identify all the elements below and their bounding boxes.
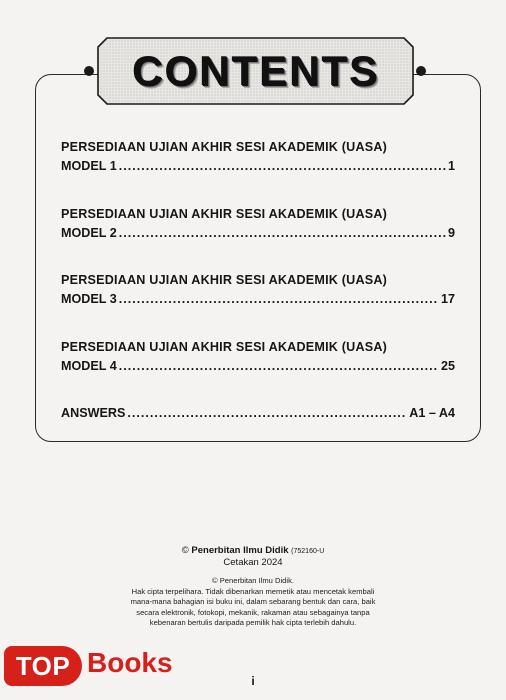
toc-entry-heading: PERSEDIAAN UJIAN AKHIR SESI AKADEMIK (UASA)	[61, 340, 388, 354]
logo-top-badge: TOP	[4, 646, 82, 686]
toc-entry-model-2[interactable]	[61, 205, 455, 243]
contents-title: CONTENTS	[132, 47, 379, 94]
toc-entry-heading: PERSEDIAAN UJIAN AKHIR SESI AKADEMIK (UASA)	[61, 207, 388, 221]
toc-entry-label: MODEL 3	[61, 292, 117, 306]
toc-entry-model-4[interactable]	[61, 338, 455, 376]
toc-entry-page: A1 – A4	[409, 406, 455, 420]
toc-entry-answers[interactable]	[61, 404, 455, 423]
contents-banner	[97, 37, 414, 105]
toc-entry-page: 1	[447, 159, 455, 173]
copyright-notice-title: © Penerbitan Ilmu Didik.	[212, 576, 294, 585]
toc-entry-label: MODEL 4	[61, 359, 117, 373]
edition-line: Cetakan 2024	[223, 557, 283, 568]
publisher-line	[0, 545, 506, 556]
copyright-symbol: ©	[181, 545, 189, 556]
dot-leader	[119, 290, 439, 309]
publisher-name: Penerbitan Ilmu Didik	[191, 545, 289, 556]
toc-entry-page: 17	[440, 292, 455, 306]
toc-entry-label: MODEL 2	[61, 226, 117, 240]
toc-entry-heading: PERSEDIAAN UJIAN AKHIR SESI AKADEMIK (UASA)	[61, 140, 388, 154]
toc-entry-model-3[interactable]	[61, 271, 455, 309]
toc-entry-page: 25	[440, 359, 455, 373]
contents-frame	[35, 74, 481, 442]
toc-entry-heading: PERSEDIAAN UJIAN AKHIR SESI AKADEMIK (UASA)	[61, 273, 388, 287]
toc-entry-label: MODEL 1	[61, 159, 117, 173]
page-number: i	[251, 674, 255, 688]
dot-leader	[119, 224, 446, 243]
copyright-notice-body: Hak cipta terpelihara. Tidak dibenarkan memetik atau mencetak kembali mana-mana bahagian isi buku ini, dalam sebarang bentuk dan cara, baik secara elektronik, fotokopi, mekanik, rakaman atau sebagainya tanpa kebenaran bertulis daripada pemilik hak cipta terlebih dahulu.	[130, 586, 376, 628]
dot-leader	[119, 157, 446, 176]
dot-leader	[119, 357, 439, 376]
right-bullet-dot	[416, 66, 426, 76]
toc-entry-label: ANSWERS	[61, 406, 126, 420]
copyright-notice	[128, 576, 378, 629]
left-bullet-dot	[84, 66, 94, 76]
publisher-code: (752160-U	[291, 548, 325, 555]
toc-entry-model-1[interactable]	[61, 138, 455, 176]
logo-books-text: Books	[87, 647, 173, 678]
dot-leader	[127, 404, 407, 423]
toc-entry-page: 9	[447, 226, 455, 240]
